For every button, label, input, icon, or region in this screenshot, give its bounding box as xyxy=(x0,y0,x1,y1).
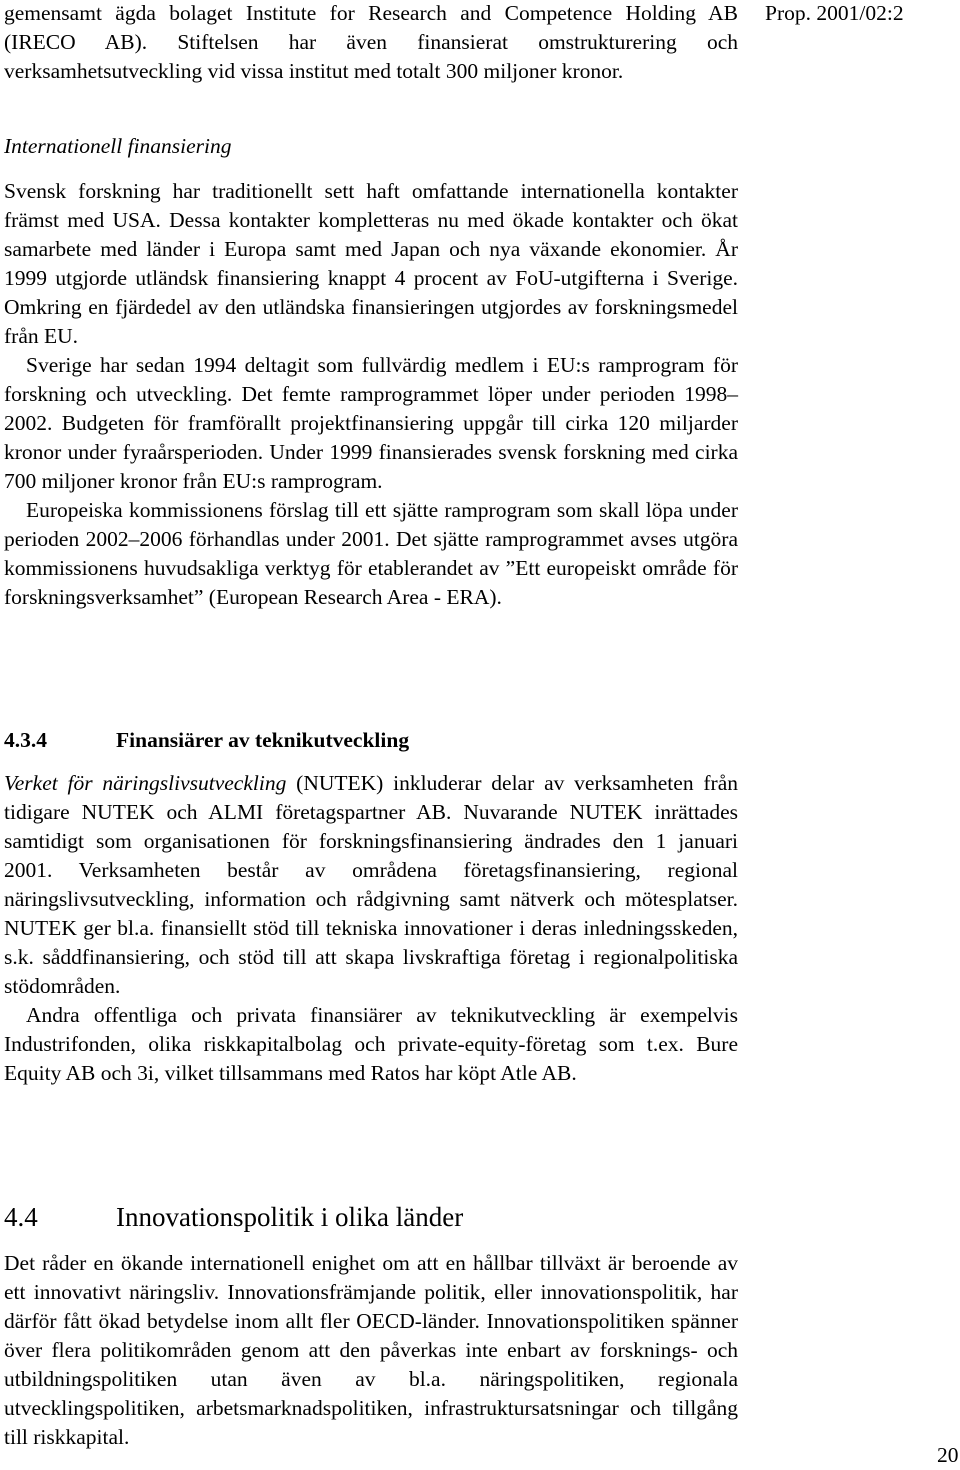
section-title: Innovationspolitik i olika länder xyxy=(116,1202,464,1232)
nutek-text: (NUTEK) inkluderar delar av verksamheten från tidigare NUTEK och ALMI företagspartner AB. Nuvarande NUTEK inrättades samtidigt som organisationen för forskningsfinansiering ändrades den 1 januari 2001. Verksamheten består av områdena företagsfinansiering, regional näringslivsutveckling, information och rådgivning samt nätverk och mötesplatser. NUTEK ger bl.a. finansiellt stöd till tekniska innovationer i deras inledningsskeden, s.k. såddfinansiering, och stöd till att skapa livskraftiga företag i regionalpolitiska stödområden. xyxy=(4,771,738,998)
continuation-paragraph-block xyxy=(4,0,738,86)
section-title: Finansiärer av teknikutveckling xyxy=(116,728,410,752)
innovation-policy-body xyxy=(4,1249,738,1452)
subheading-international-financing: Internationell finansiering xyxy=(4,134,232,158)
paragraph-other-financiers: Andra offentliga och privata finansiärer av teknikutveckling är exempelvis Industrifonden, olika riskkapitalbolag och private-equity-företag som t.ex. Bure Equity AB och 3i, vilket tillsammans med Ratos har köpt Atle AB. xyxy=(4,1003,738,1085)
paragraph-nutek xyxy=(4,769,738,1001)
section-number: 4.4 xyxy=(4,1202,38,1232)
section-heading-4-4 xyxy=(4,1199,463,1235)
nutek-name-italic: Verket för näringslivsutveckling xyxy=(4,771,287,795)
prop-reference: Prop. 2001/02:2 xyxy=(765,1,904,25)
page-number: 20 xyxy=(937,1443,959,1467)
paragraph-international-2: Sverige har sedan 1994 deltagit som fullvärdig medlem i EU:s ramprogram för forskning och utveckling. Det femte ramprogrammet löper under perioden 1998–2002. Budgeten för framförallt projektfinansiering uppgår till cirka 120 miljarder kronor under fyraårsperioden. Under 1999 finansierades svensk forskning med cirka 700 miljoner kronor från EU:s ramprogram. xyxy=(4,353,738,493)
paragraph-innovation-policy: Det råder en ökande internationell enighet om att en hållbar tillväxt är beroende av ett innovativt näringsliv. Innovationsfrämjande politik, eller innovationspolitik, har därför fått ökad betydelse inom allt fler OECD-länder. Innovationspolitiken spänner över flera politikområden genom att den påverkas inte enbart av forsknings- och utbildningspolitiken utan även av bl.a. näringspolitiken, regionala utvecklingspolitiken, arbetsmarknadspolitiken, infrastruktursatsningar och tillgång till riskkapital. xyxy=(4,1251,738,1449)
section-number: 4.3.4 xyxy=(4,728,47,752)
continuation-paragraph: gemensamt ägda bolaget Institute for Research and Competence Holding AB (IRECO AB). Stiftelsen har även finansierat omstrukturering och verksamhetsutveckling vid vissa institut med totalt 300 miljoner kronor. xyxy=(4,1,738,83)
technology-financiers-body xyxy=(4,769,738,1088)
international-financing-body xyxy=(4,177,738,612)
section-heading-4-3-4 xyxy=(4,726,409,755)
paragraph-international-1: Svensk forskning har traditionellt sett haft omfattande internationella kontakter främst med USA. Dessa kontakter kompletteras nu med ökade kontakter och ökat samarbete med länder i Europa samt med Japan och nya växande ekonomier. År 1999 utgjorde utländsk finansiering knappt 4 procent av FoU-utgifterna i Sverige. Omkring en fjärdedel av den utländska finansieringen utgjordes av forskningsmedel från EU. xyxy=(4,179,738,348)
paragraph-international-3: Europeiska kommissionens förslag till ett sjätte ramprogram som skall löpa under perioden 2002–2006 förhandlas under 2001. Det sjätte ramprogrammet avses utgöra kommissionens huvudsakliga verktyg för etablerandet av ”Ett europeiskt område för forskningsverksamhet” (European Research Area - ERA). xyxy=(4,498,738,609)
